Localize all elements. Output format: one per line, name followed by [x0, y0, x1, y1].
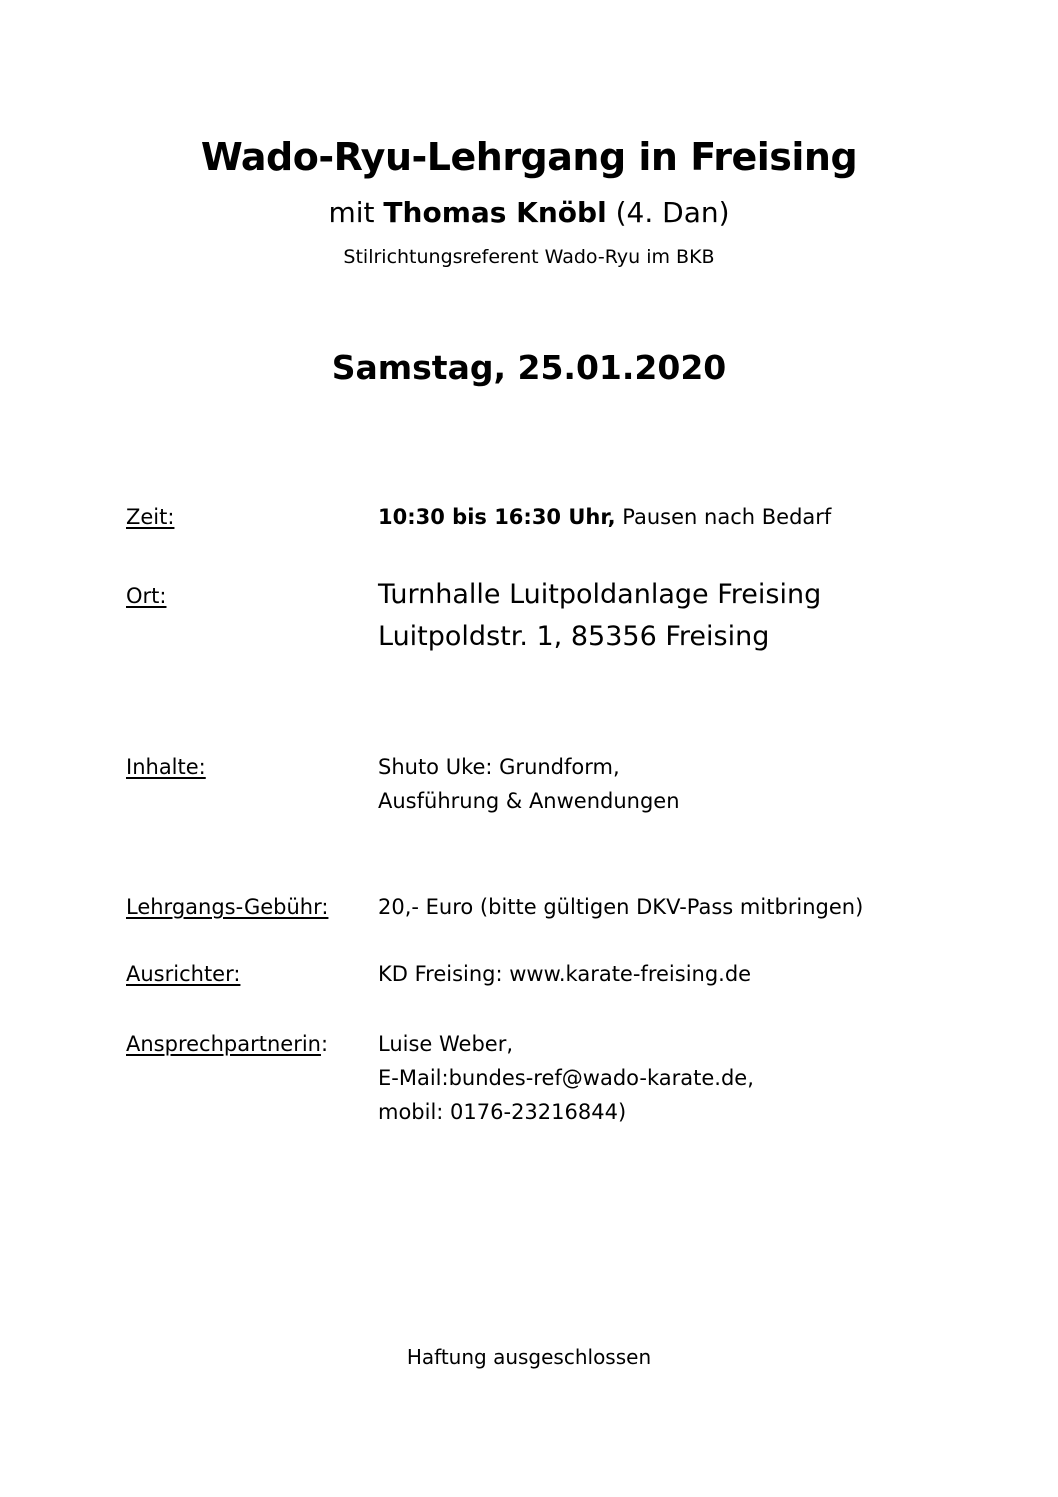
instructor-prefix: mit: [328, 196, 384, 229]
detail-label-zeit: Zeit:: [126, 505, 175, 529]
instructor-rank: (4. Dan): [606, 196, 730, 229]
instructor-name: Thomas Knöbl: [383, 196, 607, 229]
liability-note: Haftung ausgeschlossen: [406, 1345, 652, 1369]
ort-address: Luitpoldstr. 1, 85356 Freising: [378, 621, 770, 652]
inhalte-line-2: Ausführung & Anwendungen: [378, 789, 680, 813]
detail-value-zeit: [378, 500, 831, 534]
ort-venue: Turnhalle Luitpoldanlage Freising: [378, 579, 822, 610]
instructor-line: [0, 196, 1058, 229]
detail-label-ausrichter: Ausrichter:: [126, 962, 241, 986]
contact-name: Luise Weber,: [378, 1032, 514, 1056]
contact-phone: mobil: 0176-23216844): [378, 1100, 627, 1124]
detail-value-inhalte: [378, 750, 680, 818]
inhalte-line-1: Shuto Uke: Grundform,: [378, 755, 620, 779]
contact-email: E-Mail:bundes-ref@wado-karate.de,: [378, 1066, 754, 1090]
detail-label-ansprechpartnerin: Ansprechpartnerin:: [126, 1032, 329, 1056]
detail-value-ansprechpartnerin: [378, 1027, 754, 1129]
event-date: Samstag, 25.01.2020: [331, 348, 727, 387]
instructor-role: Stilrichtungsreferent Wado-Ryu im BKB: [343, 246, 715, 268]
detail-label-inhalte: Inhalte:: [126, 755, 206, 779]
detail-label-gebuehr: Lehrgangs-Gebühr:: [126, 895, 329, 919]
detail-value-ort: [378, 574, 821, 658]
document-title: Wado-Ryu-Lehrgang in Freising: [200, 135, 858, 179]
zeit-note: Pausen nach Bedarf: [615, 505, 832, 529]
detail-value-gebuehr: 20,- Euro (bitte gültigen DKV-Pass mitbringen): [378, 895, 864, 919]
detail-value-ausrichter: KD Freising: www.karate-freising.de: [378, 962, 752, 986]
detail-label-ort: Ort:: [126, 584, 167, 608]
zeit-time-range: 10:30 bis 16:30 Uhr,: [378, 505, 616, 529]
